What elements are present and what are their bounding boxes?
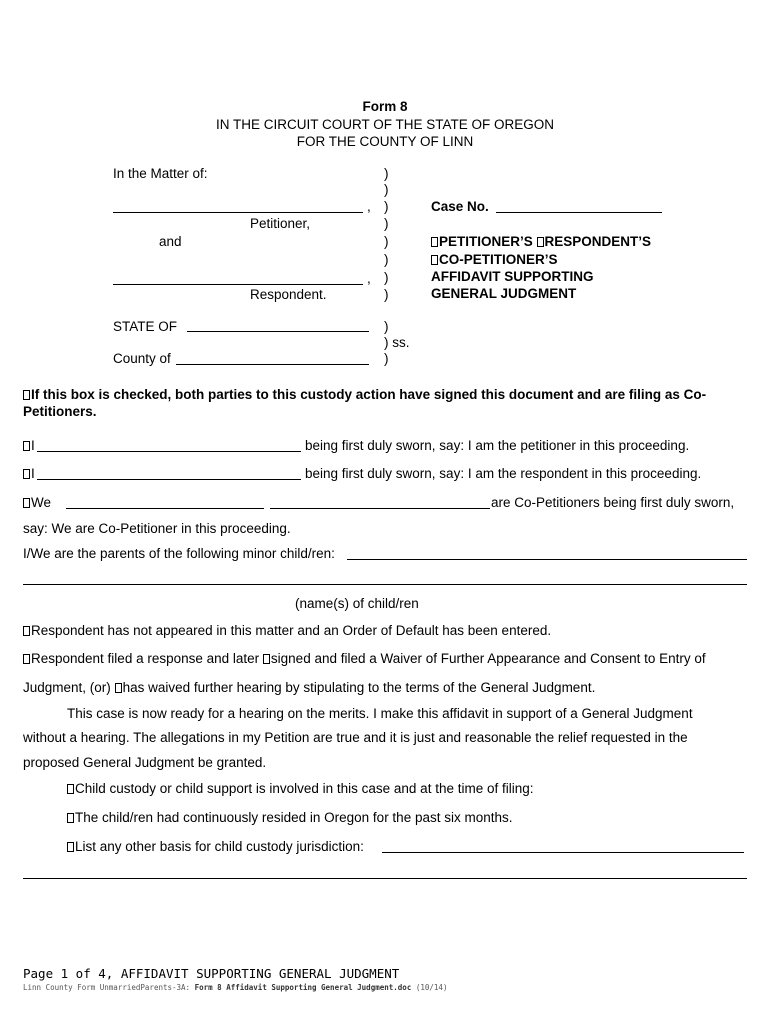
respondent-sworn-row — [23, 466, 35, 482]
petitioner-comma: , — [367, 199, 371, 214]
respondent-checkbox[interactable] — [537, 237, 544, 247]
venue-paren-ss: ) ss. — [384, 335, 410, 350]
footer-form-reference — [23, 983, 447, 992]
footer-page-line: Page 1 of 4, AFFIDAVIT SUPPORTING GENERAL JUDGMENT — [23, 966, 400, 981]
respondent-filed-text-a: Respondent filed a response and later — [31, 651, 260, 666]
respondent-name-field[interactable] — [113, 284, 363, 285]
respondent-sworn-checkbox[interactable] — [23, 469, 30, 479]
venue-paren: ) — [384, 351, 389, 366]
ready-paragraph-line-2: without a hearing. The allegations in my Petition are true and it is just and reasonable the relief requested in the — [23, 730, 688, 745]
caption-paren: ) — [384, 287, 389, 302]
county-of-field[interactable] — [176, 364, 369, 365]
caption-paren: ) — [384, 234, 389, 249]
custody-involved-row — [67, 781, 534, 797]
and-label: and — [159, 234, 182, 249]
custody-involved-text: Child custody or child support is involved in this case and at the time of filing: — [75, 781, 534, 796]
venue-paren: ) — [384, 319, 389, 334]
petitioner-sworn-text: being first duly sworn, say: I am the petitioner in this proceeding. — [305, 438, 690, 453]
respondent-filed-row — [23, 651, 706, 667]
other-basis-field[interactable] — [382, 852, 744, 853]
resided-oregon-text: The child/ren had continuously resided in Oregon for the past six months. — [75, 810, 513, 825]
waiver-signed-checkbox[interactable] — [263, 654, 270, 664]
custody-involved-checkbox[interactable] — [67, 784, 74, 794]
document-title-line-2 — [431, 252, 558, 268]
co-petitioner-notice-line-1 — [23, 387, 706, 403]
co-petitioner-1-name-field[interactable] — [66, 508, 264, 509]
respondent-sworn-text: being first duly sworn, say: I am the respondent in this proceeding. — [305, 466, 702, 481]
in-the-matter-of-label: In the Matter of: — [113, 166, 208, 181]
caption-paren: ) — [384, 252, 389, 267]
children-names-field-line-2[interactable] — [23, 584, 747, 585]
judgment-or-text: Judgment, (or) — [23, 680, 111, 695]
document-title-line-4: GENERAL JUDGMENT — [431, 286, 577, 301]
court-name-line-2: FOR THE COUNTY OF LINN — [296, 134, 474, 149]
respondent-option-label: RESPONDENT’S — [544, 234, 652, 249]
co-petitioner-notice-line-2: Petitioners. — [23, 404, 97, 419]
respondent-sworn-name-field[interactable] — [37, 479, 301, 480]
footer-form-ref-prefix: Linn County Form UnmarriedParents-3A: — [23, 983, 191, 992]
document-title-line-3: AFFIDAVIT SUPPORTING — [431, 269, 594, 284]
caption-paren: ) — [384, 216, 389, 231]
co-petitioners-sworn-checkbox[interactable] — [23, 498, 30, 508]
parents-of-label: I/We are the parents of the following minor child/ren: — [23, 546, 335, 561]
other-basis-field-line-2[interactable] — [23, 878, 747, 879]
resided-oregon-checkbox[interactable] — [67, 813, 74, 823]
petitioner-label: Petitioner, — [250, 216, 311, 231]
waived-hearing-checkbox[interactable] — [115, 683, 122, 693]
state-of-field[interactable] — [187, 331, 369, 332]
county-of-label: County of — [113, 351, 171, 366]
co-petitioners-sworn-text: are Co-Petitioners being first duly sworn, — [491, 495, 735, 510]
co-petitioner-option-label: CO-PETITIONER’S — [439, 252, 558, 267]
respondent-filed-text-b: signed and filed a Waiver of Further Appearance and Consent to Entry of — [270, 651, 706, 666]
co-petitioner-2-name-field[interactable] — [270, 508, 490, 509]
petitioner-sworn-name-field[interactable] — [37, 451, 301, 452]
other-basis-row — [67, 839, 364, 855]
resided-oregon-row — [67, 810, 513, 826]
waived-hearing-text: has waived further hearing by stipulating to the terms of the General Judgment. — [122, 680, 596, 695]
respondent-not-appeared-checkbox[interactable] — [23, 626, 30, 636]
other-basis-text: List any other basis for child custody jurisdiction: — [75, 839, 364, 854]
other-basis-checkbox[interactable] — [67, 842, 74, 852]
children-names-field[interactable] — [347, 559, 747, 560]
petitioner-name-field[interactable] — [113, 212, 363, 213]
petitioner-checkbox[interactable] — [431, 237, 438, 247]
co-petitioner-notice-checkbox[interactable] — [23, 390, 30, 400]
footer-form-ref-name: Form 8 Affidavit Supporting General Judgment.doc — [194, 983, 412, 992]
court-name-line-1: IN THE CIRCUIT COURT OF THE STATE OF OREGON — [215, 117, 555, 132]
case-no-label: Case No. — [431, 199, 489, 214]
names-of-children-caption: (name(s) of child/ren — [295, 596, 419, 611]
ready-paragraph-line-1: This case is now ready for a hearing on the merits. I make this affidavit in support of a General Judgment — [67, 706, 693, 721]
judgment-or-row — [23, 680, 595, 696]
caption-paren: ) — [384, 166, 389, 181]
petitioner-sworn-checkbox[interactable] — [23, 441, 30, 451]
co-petitioner-checkbox[interactable] — [431, 255, 438, 265]
respondent-not-appeared-row — [23, 623, 551, 639]
co-petitioners-say-text: say: We are Co-Petitioner in this proceeding. — [23, 521, 291, 536]
footer-form-ref-date: (10/14) — [415, 983, 448, 992]
respondent-not-appeared-text: Respondent has not appeared in this matter and an Order of Default has been entered. — [31, 623, 552, 638]
i-label: I — [31, 438, 35, 453]
caption-paren: ) — [384, 270, 389, 285]
petitioner-option-label: PETITIONER’S — [439, 234, 533, 249]
respondent-label: Respondent. — [250, 287, 327, 302]
respondent-filed-checkbox[interactable] — [23, 654, 30, 664]
form-number: Form 8 — [362, 99, 408, 114]
case-no-field[interactable] — [496, 212, 662, 213]
document-title-line-1 — [431, 234, 651, 250]
respondent-comma: , — [367, 271, 371, 286]
caption-paren: ) — [384, 182, 389, 197]
caption-paren: ) — [384, 199, 389, 214]
co-petitioners-sworn-row — [23, 495, 51, 511]
petitioner-sworn-row — [23, 438, 35, 454]
co-petitioner-notice-text: If this box is checked, both parties to this custody action have signed this document and are filing as Co- — [31, 387, 707, 402]
ready-paragraph-line-3: proposed General Judgment be granted. — [23, 755, 267, 770]
state-of-label: STATE OF — [113, 319, 177, 334]
we-label: We — [31, 495, 52, 510]
i-label: I — [31, 466, 35, 481]
